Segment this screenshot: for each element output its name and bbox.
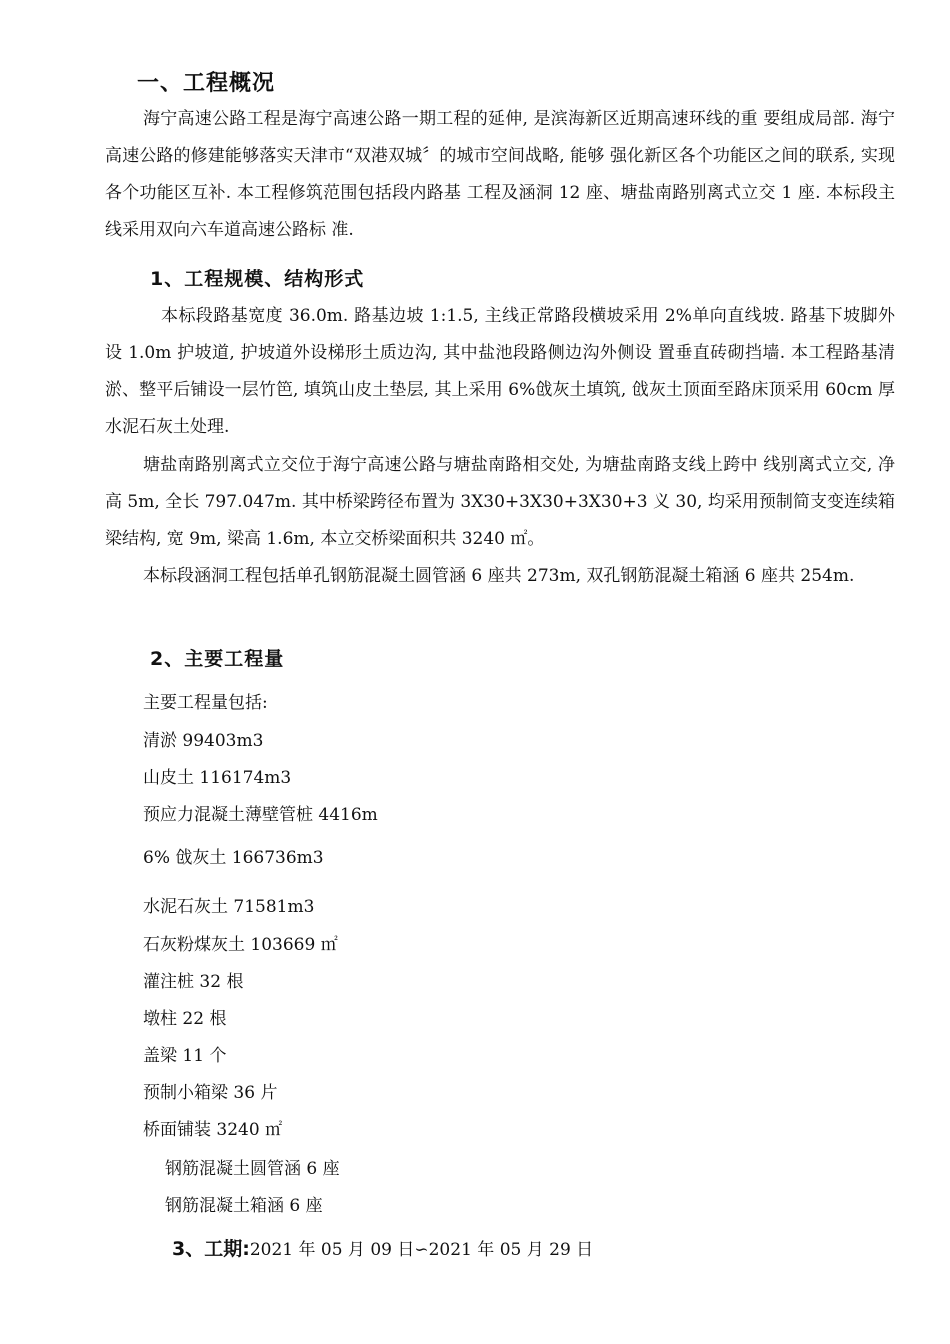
quantity-item: 清淤 99403m3 — [143, 731, 264, 751]
schedule-label: 3、工期: — [172, 1238, 250, 1260]
scale-paragraph-2: 塘盐南路别离式立交位于海宁高速公路与塘盐南路相交处, 为塘盐南路支线上跨中 线别离式立交, 净高 5m, 全长 797.047m. 其中桥梁跨径布置为 3X30+3X30+3X30+3 义 30, 均采用预制简支变连续箱梁结构, 宽 9m, 梁高 1.6m, 本立交桥梁面积共 3240 ㎡。 — [105, 455, 895, 549]
quantity-item: 盖梁 11 个 — [143, 1046, 227, 1066]
scale-paragraph-3: 本标段涵洞工程包括单孔钢筋混凝土圆管涵 6 座共 273m, 双孔钢筋混凝土箱涵 6 座共 254m. — [143, 566, 855, 586]
quantity-item: 水泥石灰土 71581m3 — [143, 897, 315, 917]
schedule-value: 2021 年 05 月 09 日∽2021 年 05 月 29 日 — [249, 1240, 594, 1260]
scale-paragraph-1: 本标段路基宽度 36.0m. 路基边坡 1:1.5, 主线正常路段横坡采用 2%单向直线坡. 路基下坡脚外设 1.0m 护坡道, 护坡道外设梯形土质边沟, 其中盐池段路侧边沟外侧设 置垂直砖砌挡墙. 本工程路基清淤、整平后铺设一层竹笆, 填筑山皮土垫层, 其上采用 6%戗灰土填筑, 戗灰土顶面至路床顶采用 60cm 厚水泥石灰土处理. — [105, 306, 895, 437]
quantities-intro: 主要工程量包括: — [143, 693, 268, 713]
quantity-item: 钢筋混凝土箱涵 6 座 — [165, 1196, 323, 1216]
schedule-line — [172, 1234, 593, 1261]
quantity-item: 桥面铺装 3240 ㎡ — [143, 1120, 283, 1140]
quantity-item: 预制小箱梁 36 片 — [143, 1083, 278, 1103]
quantities-heading: 2、主要工程量 — [150, 648, 285, 670]
quantity-item: 石灰粉煤灰土 103669 ㎡ — [143, 935, 338, 955]
quantity-item: 钢筋混凝土圆管涵 6 座 — [165, 1159, 340, 1179]
quantity-item: 灌注桩 32 根 — [143, 972, 244, 992]
quantity-item: 山皮土 116174m3 — [143, 768, 292, 788]
section-title: 一、工程概况 — [137, 71, 276, 96]
quantity-item: 6% 戗灰土 166736m3 — [143, 848, 324, 868]
quantity-item: 墩柱 22 根 — [143, 1009, 227, 1029]
overview-paragraph: 海宁高速公路工程是海宁高速公路一期工程的延伸, 是滨海新区近期高速环线的重 要组成局部. 海宁高速公路的修建能够落实天津市“双港双城〞的城市空间战略, 能够 强化新区各个功能区之间的联系, 实现各个功能区互补. 本工程修筑范围包括段内路基 工程及涵洞 12 座、塘盐南路别离式立交 1 座. 本标段主线采用双向六车道高速公路标 准. — [105, 109, 895, 240]
scale-heading: 1、工程规模、结构形式 — [150, 268, 365, 290]
quantity-item: 预应力混凝土薄壁管桩 4416m — [143, 805, 378, 825]
